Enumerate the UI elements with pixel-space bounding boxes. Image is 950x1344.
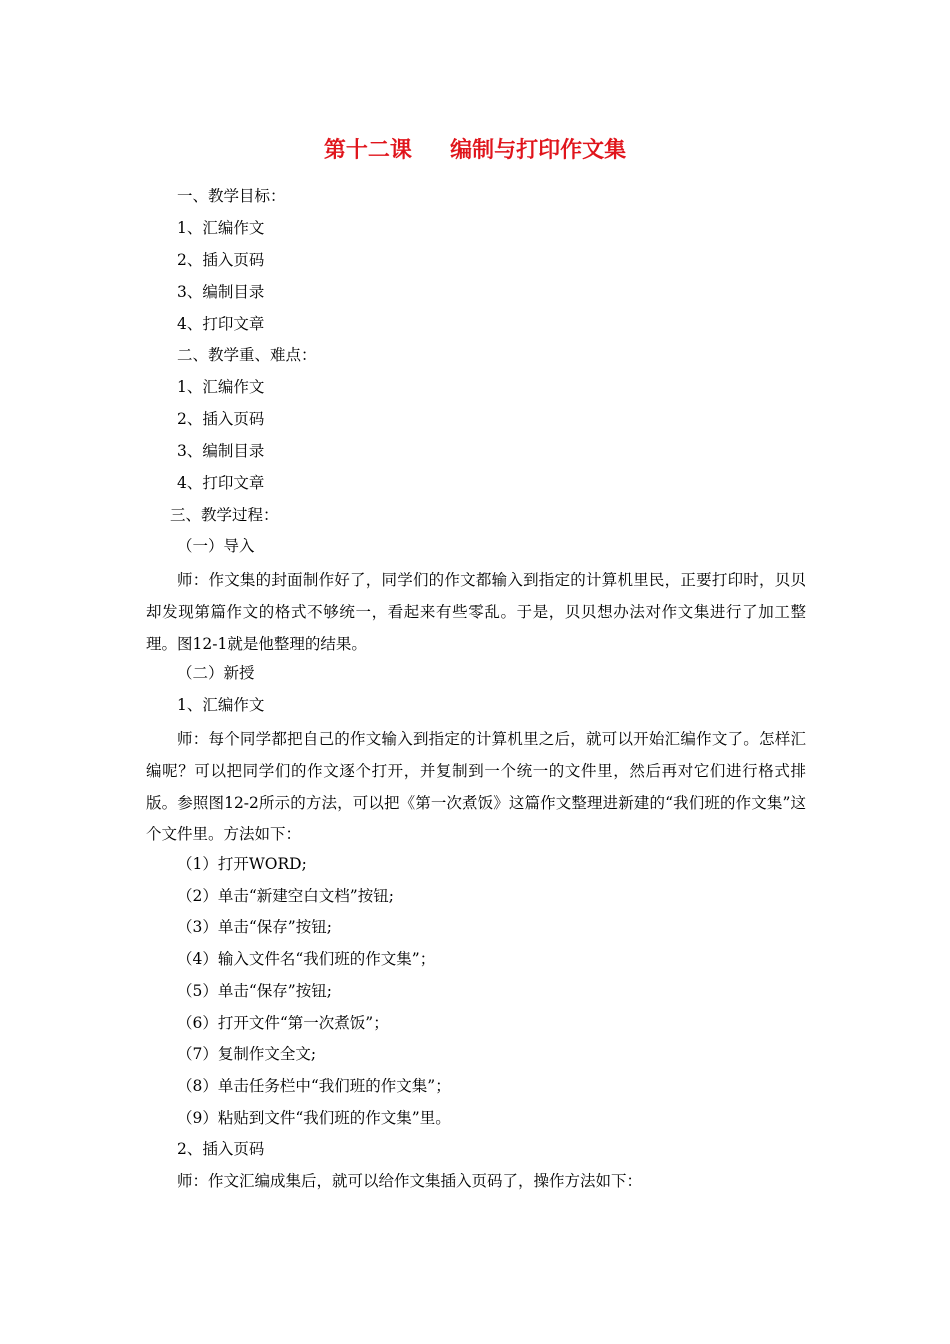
step-item: （6）打开文件“第一次煮饭”； — [177, 1014, 389, 1032]
step-item: （7）复制作文全文; — [177, 1045, 317, 1063]
step-item: （9）粘贴到文件“我们班的作文集”里。 — [177, 1109, 451, 1127]
section-heading: 2、插入页码 — [177, 1140, 265, 1158]
goal-item: 1、汇编作文 — [177, 219, 265, 237]
intro-heading: （一）导入 — [177, 537, 255, 555]
key-point-item: 2、插入页码 — [177, 410, 265, 428]
goal-item: 2、插入页码 — [177, 251, 265, 269]
step-item: （2）单击“新建空白文档”按钮; — [177, 887, 394, 905]
step-item: （4）输入文件名“我们班的作文集”； — [177, 950, 436, 968]
goal-item: 4、打印文章 — [177, 315, 265, 333]
key-point-item: 1、汇编作文 — [177, 378, 265, 396]
section-heading: 1、汇编作文 — [177, 696, 265, 714]
step-item: （8）单击任务栏中“我们班的作文集”； — [177, 1077, 451, 1095]
goal-item: 3、编制目录 — [177, 283, 265, 301]
process-heading: 三、教学过程： — [170, 506, 279, 524]
key-point-item: 3、编制目录 — [177, 442, 265, 460]
document-title: 第十二课 编制与打印作文集 — [323, 138, 627, 163]
step-item: （5）单击“保存”按钮; — [177, 982, 332, 1000]
intro-paragraph: 师：作文集的封面制作好了，同学们的作文都输入到指定的计算机里民，正要打印时，贝贝却发现第篇作文的格式不够统一，看起来有些零乱。于是，贝贝想办法对作文集进行了加工整理。图12-1就是他整理的结果。 — [146, 571, 806, 653]
key-point-item: 4、打印文章 — [177, 474, 265, 492]
compile-paragraph: 师：每个同学都把自己的作文输入到指定的计算机里之后，就可以开始汇编作文了。怎样汇编呢？可以把同学们的作文逐个打开，并复制到一个统一的文件里，然后再对它们进行格式排版。参照图12-2所示的方法，可以把《第一次煮饭》这篇作文整理进新建的“我们班的作文集”这个文件里。方法如下： — [146, 730, 806, 844]
new-lesson-heading: （二）新授 — [177, 664, 255, 682]
step-item: （3）单击“保存”按钮; — [177, 918, 332, 936]
step-item: （1）打开WORD; — [177, 855, 307, 873]
page-number-paragraph: 师：作文汇编成集后，就可以给作文集插入页码了，操作方法如下： — [177, 1172, 643, 1190]
key-points-heading: 二、教学重、难点： — [177, 346, 317, 364]
goals-heading: 一、教学目标： — [177, 187, 286, 205]
